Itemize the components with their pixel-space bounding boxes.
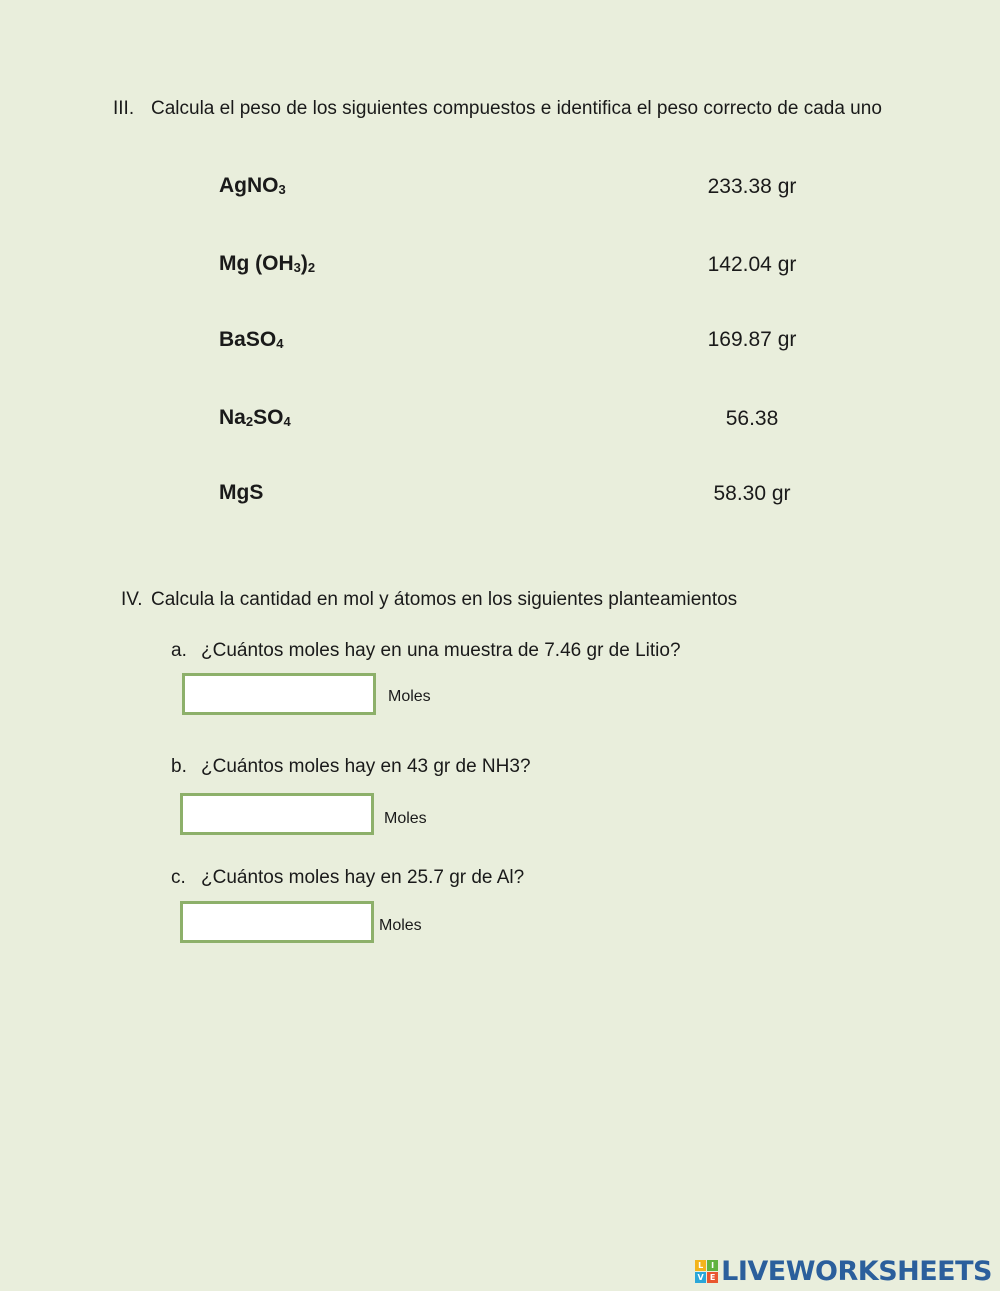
compound-formula: MgS bbox=[219, 481, 264, 504]
question-letter: a. bbox=[171, 640, 187, 661]
question-text: ¿Cuántos moles hay en 25.7 gr de Al? bbox=[201, 867, 525, 888]
compound-formula: $Na_2SO_4$ bbox=[219, 406, 291, 429]
liveworksheets-logo bbox=[695, 1256, 992, 1287]
weight-option[interactable]: 58.30 gr bbox=[713, 482, 791, 505]
logo-letter-l: L bbox=[695, 1260, 706, 1271]
logo-letter-v: V bbox=[695, 1272, 706, 1283]
question-b bbox=[171, 756, 531, 778]
compound-formula: BaSO$_4$ bbox=[219, 328, 284, 351]
section-4-numeral: IV. bbox=[121, 589, 143, 610]
weight-option[interactable]: 56.38 bbox=[725, 407, 779, 430]
section-4-title: Calcula la cantidad en mol y átomos en los siguientes planteamientos bbox=[151, 589, 738, 610]
logo-letter-e: E bbox=[707, 1272, 718, 1283]
unit-label: Moles bbox=[388, 688, 431, 705]
question-letter: c. bbox=[171, 867, 186, 888]
question-c bbox=[171, 867, 524, 889]
section-3-title: Calcula el peso de los siguientes compuestos e identifica el peso correcto de cada uno bbox=[151, 98, 882, 119]
section-4-heading bbox=[121, 589, 737, 611]
liveworksheets-icon bbox=[695, 1260, 718, 1283]
unit-label: Moles bbox=[379, 917, 422, 934]
liveworksheets-wordmark: LIVEWORKSHEETS bbox=[721, 1256, 992, 1287]
logo-letter-i: I bbox=[707, 1260, 718, 1271]
question-a bbox=[171, 640, 681, 662]
weight-option[interactable]: 142.04 gr bbox=[707, 253, 797, 276]
question-text: ¿Cuántos moles hay en 43 gr de NH3? bbox=[201, 756, 531, 777]
weight-option[interactable]: 233.38 gr bbox=[707, 175, 797, 198]
compound-formula: AgNO$_3$ bbox=[219, 174, 286, 197]
weight-option[interactable]: 169.87 gr bbox=[707, 328, 797, 351]
unit-label: Moles bbox=[384, 810, 427, 827]
section-3-numeral: III. bbox=[113, 98, 135, 119]
question-letter: b. bbox=[171, 756, 187, 777]
answer-input-c[interactable] bbox=[180, 901, 374, 943]
question-text: ¿Cuántos moles hay en una muestra de 7.46 gr de Litio? bbox=[201, 640, 681, 661]
compound-formula: Mg $(OH_3)_2$ bbox=[219, 252, 316, 275]
answer-input-b[interactable] bbox=[180, 793, 374, 835]
section-3-heading bbox=[113, 98, 882, 120]
answer-input-a[interactable] bbox=[182, 673, 376, 715]
